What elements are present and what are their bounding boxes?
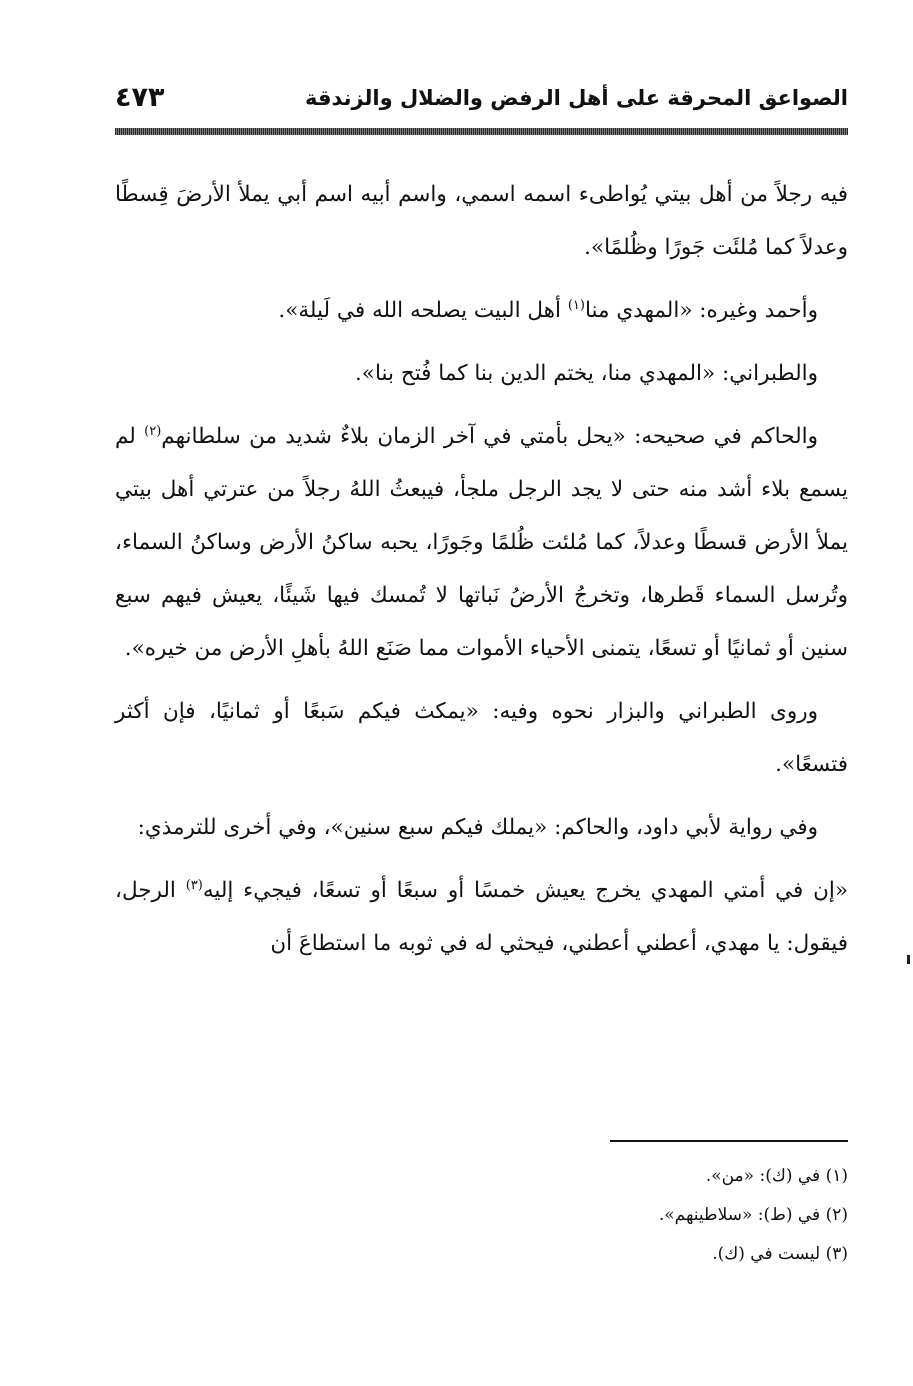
paragraph-text: فيه رجلاً من أهل بيتي يُواطىء اسمه اسمي، واسم أبيه اسم أبي يملأ الأرضَ قِسطًا وعدلاً كما مُلئَت جَورًا وظُلمًا». <box>115 182 848 260</box>
paragraph-text: أهل البيت يصلحه الله في لَيلة». <box>278 298 568 323</box>
header-rule <box>115 128 848 135</box>
paragraph-text: وفي رواية لأبي داود، والحاكم: «يملك فيكم سبع سنين»، وفي أخرى للترمذي: <box>137 815 818 840</box>
footnote-ref-1[interactable]: (١) <box>567 297 585 313</box>
paragraph-text: لم يسمع بلاء أشد منه حتى لا يجد الرجل ملجأ، فيبعثُ اللهُ رجلاً من عترتي أهل بيتي يملأ الأرض قسطًا وعدلاً، كما مُلئت ظُلمًا وجَورًا، يحبه ساكنُ الأرض وساكنُ السماء، وتُرسل السماء قَطرها، وتخرجُ الأرضُ نَباتها لا تُمسك فيها شَيئًا، يعيش فيهم سبع سنين أو ثمانيًا أو تسعًا، يتمنى الأحياء الأموات مما صَنَع اللهُ بأهلِ الأرض من خيره». <box>115 424 848 661</box>
paragraph-4 <box>115 410 848 675</box>
paragraph-text: «إن في أمتي المهدي يخرج يعيش خمسًا أو سبعًا أو تسعًا، فيجيء إليه <box>202 878 849 903</box>
footnote-1: (١) في (ك): «من». <box>705 1166 848 1186</box>
footnote-separator <box>610 1140 848 1142</box>
paragraph-text: والحاكم في صحيحه: «يحل بأمتي في آخر الزمان بلاءٌ شديد من سلطانهم <box>161 424 819 449</box>
running-title: الصواعق المحرقة على أهل الرفض والضلال والزندقة <box>304 86 848 110</box>
paragraph-7 <box>115 864 848 970</box>
paragraph-text: وأحمد وغيره: «المهدي منا <box>584 298 818 323</box>
paragraph-5 <box>115 685 848 791</box>
footnote-3: (٣) ليست في (ك). <box>712 1244 848 1264</box>
footnote-2: (٢) في (ط): «سلاطينهم». <box>658 1205 848 1225</box>
page-number: ٤٧٣ <box>115 82 165 113</box>
paragraph-2 <box>115 284 848 337</box>
footnote-ref-3[interactable]: (٣) <box>185 877 203 893</box>
footnote-ref-2[interactable]: (٢) <box>144 423 162 439</box>
paragraph-text: وروى الطبراني والبزار نحوه وفيه: «يمكث فيكم سَبعًا أو ثمانيًا، فإن أكثر فتسعًا». <box>115 699 848 777</box>
paragraph-text: الرجل، فيقول: يا مهدي، أعطني أعطني، فيحثي له في ثوبه ما استطاعَ أن <box>115 878 848 956</box>
paragraph-1 <box>115 168 848 274</box>
paragraph-text: والطبراني: «المهدي منا، يختم الدين بنا كما فُتح بنا». <box>354 361 818 386</box>
footnotes <box>448 1157 848 1274</box>
paragraph-6 <box>115 801 848 854</box>
paragraph-3 <box>115 347 848 400</box>
main-text <box>115 168 848 980</box>
margin-mark <box>907 955 910 964</box>
page-header <box>115 84 848 120</box>
